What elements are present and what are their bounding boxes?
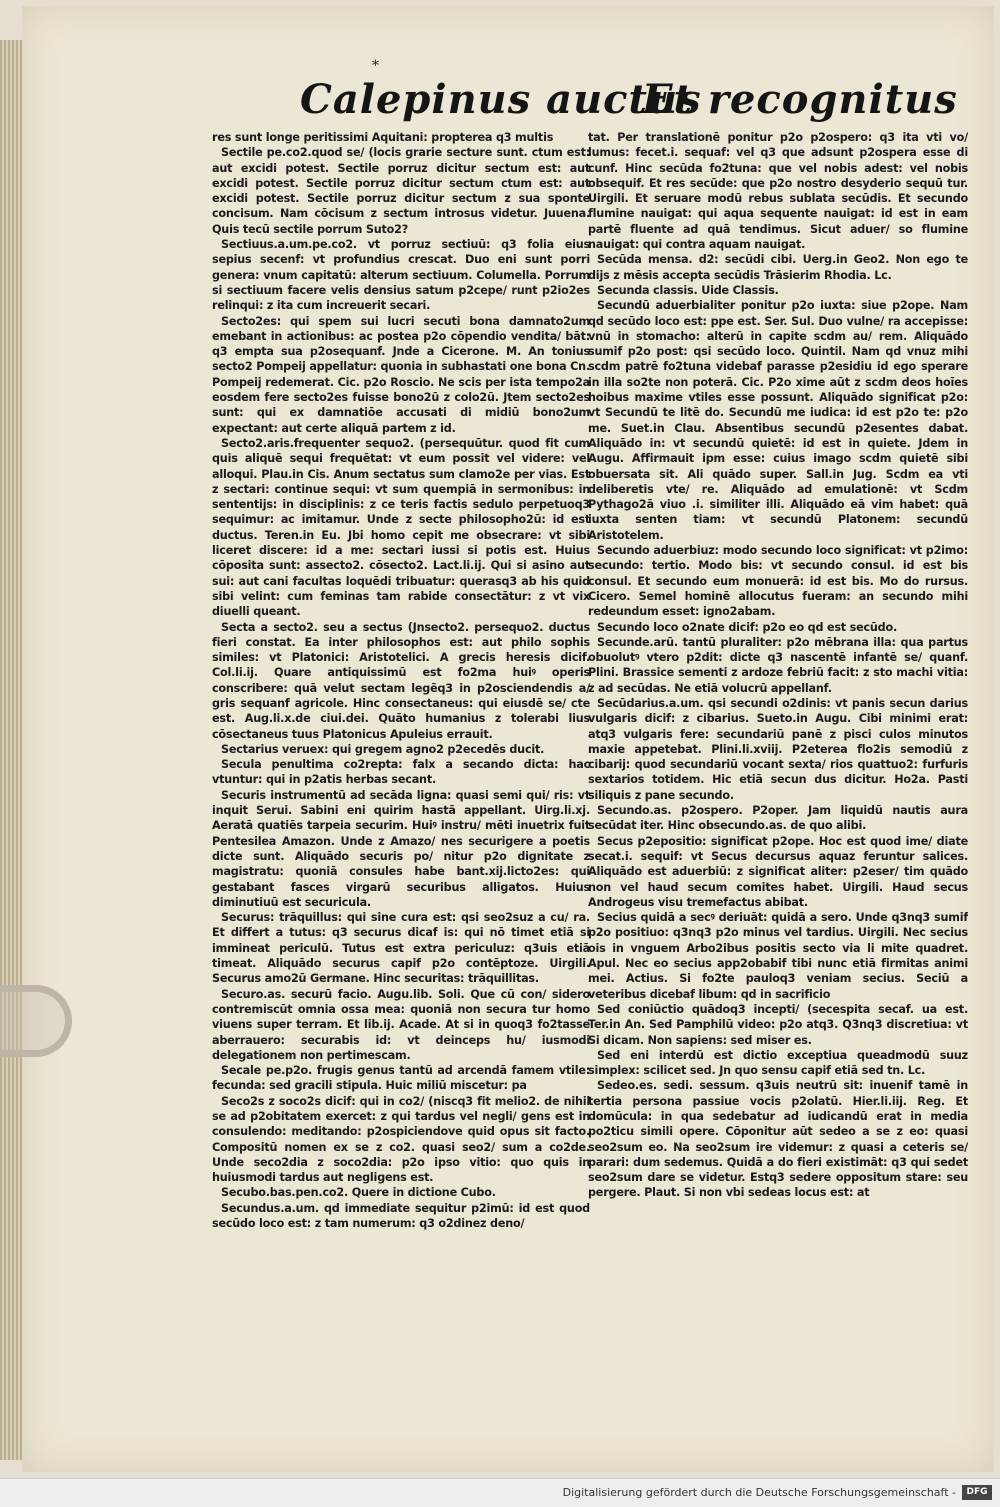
page-mark: * xyxy=(372,58,379,74)
book-page xyxy=(22,6,994,1472)
entry-paragraph: Secundo.as. p2ospero. P2oper. Jam liquidū nautis aura secūdat iter. Hinc obsecundo.as. de quo alibi. xyxy=(588,804,968,833)
book-fore-edge xyxy=(0,40,23,1460)
entry-paragraph: Seco2s z soco2s dicif: qui in co2/ (niscq3 fit melio2. de nihil se ad p2obitatem exercet: z qui tardus vel negli/ gens est in consulendo: meditando: p2ospiciendove quid opus sit facto. Compositū nomen ex se z co2. quasi seo2/ sum a co2de. Unde seco2dia z soco2dia: p2o ipso vitio: quo quis in huiusmodi tardus aut negligens est. xyxy=(212,1094,590,1185)
entry-paragraph: Secale pe.p2o. frugis genus tantū ad arcendā famem vtile: fecunda: sed gracili stipula. Huic miliū miscetur: pa xyxy=(212,1064,590,1093)
entry-paragraph: Secus p2epositio: significat p2ope. Hoc est quod ime/ diate secat.i. sequif: vt Secus decursus aquaz feruntur salices. Aliquādo est aduerbiū: z significat aliter: p2eser/ tim quādo non vel haud secum comites habet. Uirgili. Haud secus Androgeus visu tremefactus abibat. xyxy=(588,834,968,909)
entry-paragraph: Secto2.aris.frequenter sequo2. (persequūtur. quod fit cum quis aliquē sequi frequētat: vt eum possit vel videre: vel alloqui. Plau.in Cis. Anum sectatus sum clamo2e per vias. Est z sectari: continue sequi: vt sum quempiā in sermonibus: in sententijs: in disciplinis: z ce teris factis sedulo perpetuoq3 sequimur: ac imitamur. Unde z secte philosopho2ū: id est ductus. Teren.in Eu. Jbi homo cepit me obsecrare: vt sibi liceret discere: id a me: sectari iussi si potis est. Huius cōposita sunt: assecto2. cōsecto2. Lact.li.ij. Qui si asino aut sui: aut cani facultas loquēdi tribuatur: querasq3 ab his quid sibi velint: cum feminas tam rabide consectātur: z vt vix diuelli queant. xyxy=(212,436,590,619)
book-clasp xyxy=(0,985,72,1057)
footer-credit: Digitalisierung gefördert durch die Deutsche Forschungsgemeinschaft - xyxy=(562,1486,956,1499)
entry-paragraph: Sectarius veruex: qui gregem agno2 p2ecedēs ducit. xyxy=(221,742,545,756)
entry-paragraph: res sunt longe peritissimi Aquitani: propterea q3 multis xyxy=(212,131,554,144)
entry-paragraph: Secunde.arū. tantū pluraliter: p2o mēbrana illa: qua partus obuolutꝰ vtero p2dit: dicte q3 nascentē infantē se/ quanf. Plini. Brassice sementi z ardoze febriū facit: z sto machi vitia: z ad secūdas. Ne etiā volucrū appellanf. xyxy=(588,635,968,695)
entry-paragraph: Secundo loco o2nate dicif: p2o eo qd est secūdo. xyxy=(597,620,898,634)
entry-paragraph: Securis instrumentū ad secāda ligna: quasi semi qui/ ris: vt inquit Serui. Sabini eni quirim hastā appellant. Uirg.li.xj. Aeratā quatiēs tarpeia securim. Huiꝰ instru/ mēti inuetrix fuit Pentesilea Amazon. Unde z Amazo/ nes securigere a poetis dicte sunt. Aliquādo securis po/ nitur p2o dignitate z magistratu: quoniā consules habe bant.xij.licto2es: qui gestabant fasces virgarū securibus alligatos. Huius diminutiuū est securicula. xyxy=(212,788,590,909)
entry-paragraph: Secubo.bas.pen.co2. Quere in dictione Cubo. xyxy=(221,1186,496,1200)
entry-paragraph: Secta a secto2. seu a sectus (Jnsecto2. persequo2. ductus fieri constat. Ea inter philosophos est: aut philo sophis similes: vt Platonici: Aristotelici. A grecis heresis dicif. Col.li.ij. Quare antiquissimū est fo2ma huiꝰ operis conscribere: quā velut sectam legēq3 in p2osciendendis a/ gris sequanf agricole. Hinc consectaneus: qui eiusdē se/ cte est. Aug.li.x.de ciui.dei. Quāto humanius z tolerabi lius cōsectaneus tuus Platonicus Apuleius errauit. xyxy=(212,620,590,741)
entry-paragraph: Sedeo.es. sedi. sessum. q3uis neutrū sit: inuenif tamē in tertia persona passiue vocis p2olatū. Hier.li.iij. Reg. Et domūcula: in qua sedebatur ad iudicandū erat in media po2ticu simili opere. Cōponitur aūt sedeo a se z eo: quasi seo2sum eo. Na seo2sum ire videmur: z quasi a ceteris se/ parari: dum sedemus. Quidā a do fieri existimāt: q3 qui sedet seo2sum dare se videtur. Estq3 sedere oppositum stare: seu pergere. Plaut. Si non vbi sedeas locus est: at xyxy=(588,1079,968,1200)
entry-paragraph: Sed coniūctio quādoq3 incepti/ (secespita secaf. ua est. Ter.in An. Sed Pamphilū video: p2o atq3. Q3nq3 discretiua: vt Si dicam. Non sapiens: sed miser es. xyxy=(588,1002,968,1047)
running-head-left: Calepinus auctus xyxy=(300,76,702,123)
running-head-right: Et recognitus xyxy=(642,76,958,123)
entry-paragraph: Secūdarius.a.um. qsi secundi o2dinis: vt panis secun darius vulgaris dicif: z cibarius. Sueto.in Augu. Cibi minimi erat: atq3 vulgaris fere: secundariū panē z pisci culos minutos maxie appetebat. Plini.li.xviij. P2eterea flo2is semodiū z cibarij: quod secundariū vocant sexta/ rios quattuo2: furfuris sextarios totidem. Hic etiā secun dus dicitur. Ho2a. Pasti siliquis z pane secundo. xyxy=(588,696,968,802)
footer-bar xyxy=(0,1478,1000,1507)
entry-paragraph: Secundū aduerbialiter ponitur p2o iuxta: siue p2ope. Nam qd secūdo loco est: ppe est. Ser. Sul. Duo vulne/ ra accepisse: vnū in stomacho: alterū in capite scdm au/ rem. Aliquādo sumif p2o post: qsi secūdo loco. Quintil. Nam qd vnuz mihi scdm patrē fo2tuna videbaf parasse p2esidiu id ego sperare in illa so2te non poterā. Cic. P2o xime aūt z scdm deos hoīes hoibus maxime vtiles esse possunt. Aliquādo significat p2o: vt Secundū te litē do. Secundū me iudica: id est p2o te: p2o me. Suet.in Clau. Absentibus secundū p2esentes dabat. Aliquādo in: vt secundū quietē: id est in quiete. Jdem in Augu. Affirmauit ipm esse: cuius imago scdm quietē sibi obuersata sit. Ali quādo super. Sall.in Jug. Scdm ea vti deliberetis vte/ re. Aliquādo ad emulationē: vt Scdm Pythago2ā viuo .i. similiter illi. Aliquādo eā vim habet: quā iuxta senten tiam: vt secundū Platonem: secundū Aristotelem. xyxy=(588,299,968,542)
entry-paragraph: Sectile pe.co2.quod se/ (locis grarie secture sunt. ctum est: aut excidi potest. Sectile porruz dicitur sectum est: aut excidi potest. Sectile porruz dicitur sectum ctum est: aut excidi potest. Sectile porruz dicitur sectum z sua sponte concisum. Nam cōcisum z sectum introsus videtur. Juuena. Quis tecū sectile porrum Suto2? xyxy=(212,146,590,236)
text-column-left xyxy=(212,130,590,1310)
entry-paragraph: Secius quidā a secꝰ deriuāt: quidā a sero. Unde q3nq3 sumif p2o positiuo: q3nq3 p2o minus vel tardius. Uirgili. Nec secius ois in vnguem Arbo2ibus positis secto via li mite quadret. Apul. Nec eo secius app2obabif tibi nunc etiā firmitas animi mei. Actius. Si fo2te pauloq3 veniam secius. Seciū a veteribus dicebaf libum: qd in sacrificio xyxy=(588,911,968,1001)
entry-paragraph: Sed eni interdū est dictio exceptiua queadmodū suuz simplex: scilicet sed. Jn quo sensu capif etiā sed tn. Lc. xyxy=(588,1048,968,1078)
entry-paragraph: Securo.as. securū facio. Augu.lib. Soli. Que cū con/ sidero contremiscūt omnia ossa mea: quoniā non secura tur homo viuens super terram. Et lib.ij. Acade. At si in quoq3 fo2tasse aberrauero: securabis id: vt deinceps hu/ iusmodi delegationem non pertimescam. xyxy=(212,987,590,1062)
dfg-logo: DFG xyxy=(962,1485,992,1500)
entry-paragraph: Secula penultima co2repta: falx a secando dicta: hac vtuntur: qui in p2atis herbas secant. xyxy=(212,758,590,787)
entry-paragraph: Secto2es: qui spem sui lucri secuti bona damnato2um emebant in actionibus: ac postea p2o cōpendio vendita/ bāt: q3 empta sua p2osequanf. Jnde a Cicerone. M. An tonius secto2 Pompeij appellatur: quonia in subhastati one bona Cn. Pompeij redemerat. Cic. p2o Roscio. Ne scis per ista tempo2a eosdem fere secto2es fuisse bono2ū z colo2ū. Jtem secto2es sunt: qui ex damnatiōe accusati di midiū bono2um expectant: aut certe aliquā partem z id. xyxy=(212,314,590,435)
entry-paragraph: Secundus.a.um. qd immediate sequitur p2imū: id est quod secūdo loco est: z tam numerum: q3 o2dinez deno/ xyxy=(212,1201,590,1231)
entry-paragraph: tat. Per translationē ponitur p2o p2ospero: q3 ita vti vo/ lumus: fecet.i. sequaf: vel q3 que adsunt p2ospera esse di cunf. Hinc secūda fo2tuna: que vel nobis adest: vel nobis obsequif. Et res secūde: que p2o nostro desyderio sequū tur. Uirgili. Et seruare modū rebus sublata secūdis. Et secundo flumine nauigat: qui aqua sequente nauigat: id est in eam partē fluente ad quā tendimus. Sicut aduer/ so flumine nauigat: qui contra aquam nauigat. xyxy=(588,131,968,252)
entry-paragraph: Secundo aduerbiuz: modo secundo loco significat: vt p2imo: secundo: tertio. Modo bis: vt secundo consul. id est bis consul. Et secundo eum monuerā: id est bis. Mo do rursus. Cicero. Semel hominē allocutus fueram: an secundo mihi redeundum esset: igno2abam. xyxy=(588,544,968,619)
entry-paragraph: Secūda mensa. d2: secūdi cibi. Uerg.in Geo2. Non ego te dijs z mēsis accepta secūdis Trāsierim Rhodia. Lc. xyxy=(588,253,968,282)
entry-paragraph: Sectiuus.a.um.pe.co2. vt porruz sectiuū: q3 folia eius sepius secenf: vt profundius crescat. Duo eni sunt porri genera: vnum capitatū: alterum sectiuum. Columella. Porrum si sectiuum facere velis densius satum p2cepe/ runt p2io2es relinqui: z ita cum increuerit secari. xyxy=(212,238,590,313)
entry-paragraph: Securus: trāquillus: qui sine cura est: qsi seo2suz a cu/ ra. Et differt a tutus: q3 securus dicaf is: qui nō timet etiā si immineat periculū. Tutus est extra periculuz: q3uis etiā timeat. Aliquādo securus capif p2o contēptoze. Uirgili. Securus amo2ū Germane. Hinc securitas: trāquillitas. xyxy=(212,911,590,986)
entry-paragraph: Secunda classis. Uide Classis. xyxy=(597,283,779,297)
text-column-right xyxy=(588,130,968,1290)
